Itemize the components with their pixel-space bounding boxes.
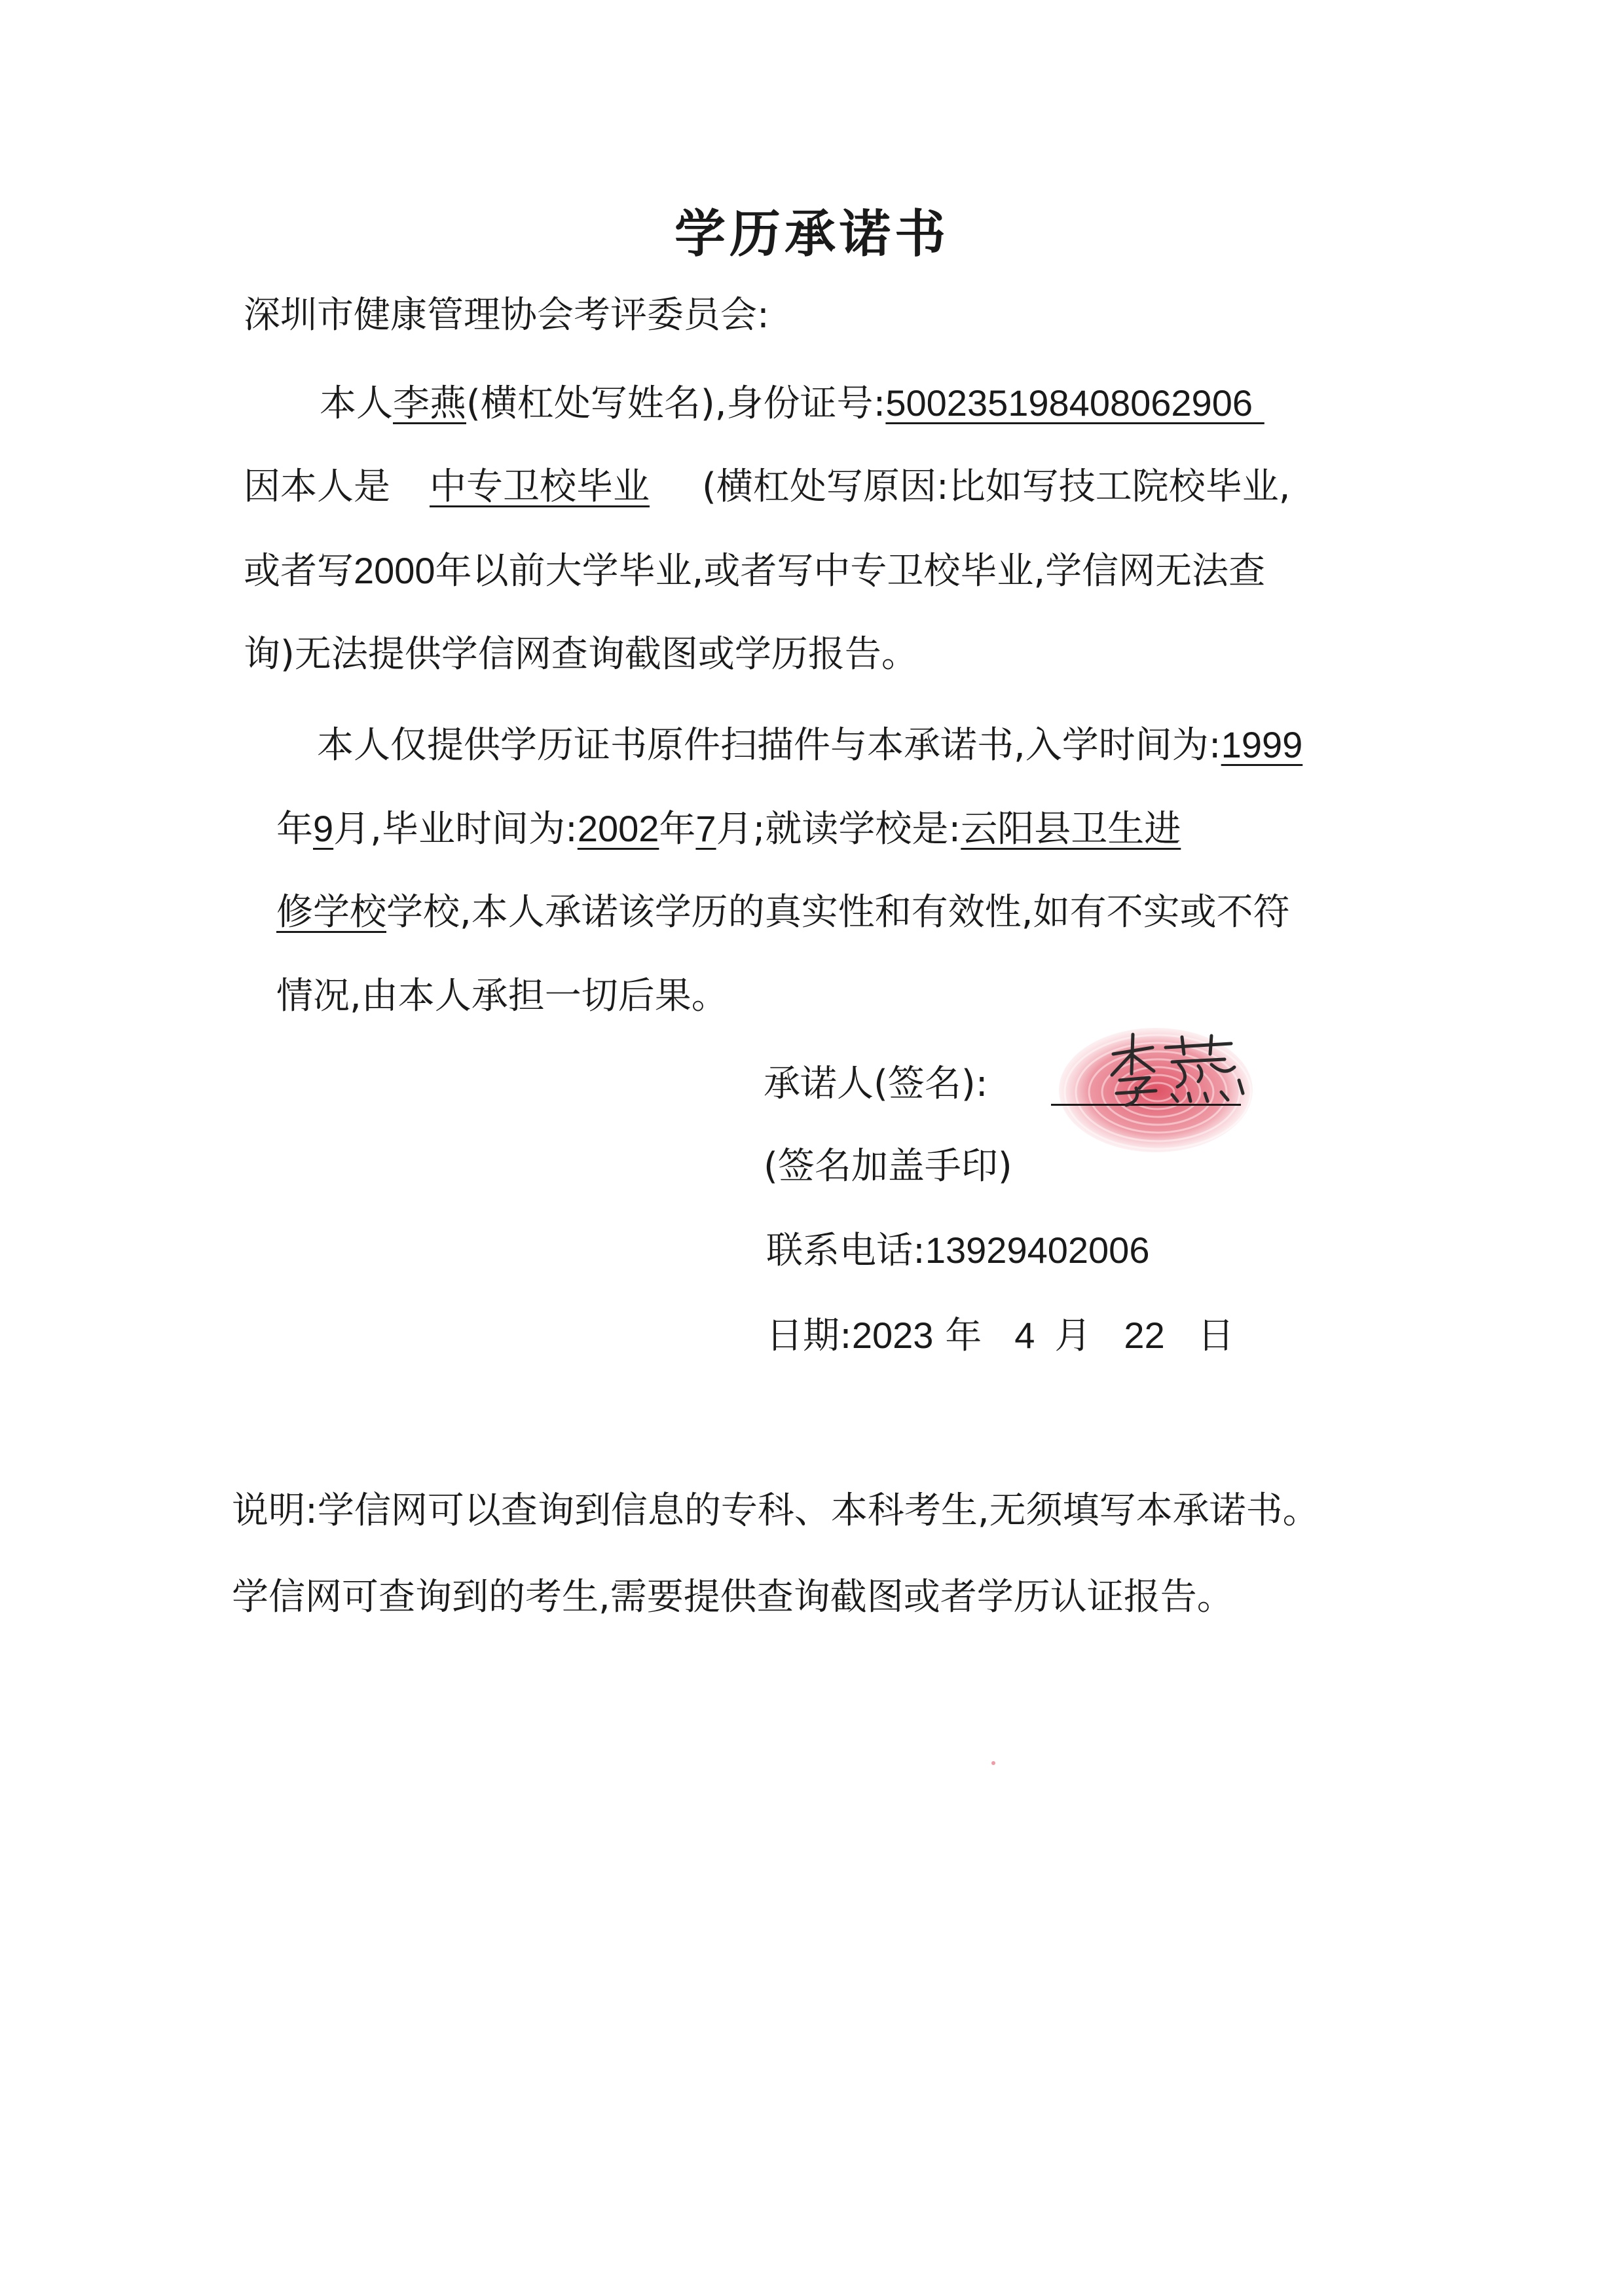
contact-label: 联系电话: [766, 1230, 925, 1272]
date-line: 日期:2023 年 4 月 22 日 [766, 1315, 1234, 1357]
paragraph-1-line [320, 377, 1272, 430]
p1-prefix: 本人 [320, 382, 393, 425]
scan-speck [991, 1761, 995, 1765]
signature-note: (签名加盖手印) [764, 1145, 1012, 1188]
paragraph-3-line-4: 情况,由本人承担一切后果。 [276, 975, 728, 1017]
reason-field: 中专卫校毕业 [430, 465, 650, 508]
p1-name-hint: (横杠处写姓名),身份证号: [466, 382, 886, 425]
grad-year-field: 2002 [577, 808, 659, 849]
paragraph-3-line-2: 年9月,毕业时间为:2002年7月;就读学校是:云阳县卫生进 [276, 808, 1181, 850]
enroll-year-field: 1999 [1221, 724, 1303, 765]
grad-month-field: 7 [695, 808, 716, 849]
date-day: 22 [1124, 1315, 1165, 1356]
name-field: 李燕 [393, 382, 466, 425]
addressee: 深圳市健康管理协会考评委员会: [244, 294, 769, 337]
phone-number: 13929402006 [925, 1230, 1150, 1271]
signature-label: 承诺人(签名): [764, 1063, 988, 1105]
paragraph-2-line-2: 或者写2000年以前大学毕业,或者写中专卫校毕业,学信网无法查 [244, 550, 1266, 592]
explanation-line-1: 说明:学信网可以查询到信息的专科、本科考生,无须填写本承诺书。 [232, 1489, 1320, 1532]
date-month: 4 [1014, 1315, 1035, 1356]
date-year: 2023 [851, 1315, 934, 1356]
p2-reason-hint: (横杠处写原因:比如写技工院校毕业, [702, 465, 1291, 508]
contact-line [766, 1224, 1149, 1277]
id-number-field: 500235198408062906 [885, 382, 1253, 424]
p2-prefix: 因本人是 [244, 465, 390, 508]
handwritten-signature [1100, 1028, 1251, 1113]
paragraph-3-line-1: 本人仅提供学历证书原件扫描件与本承诺书,入学时间为:1999 [317, 724, 1303, 767]
school-field-part-1: 云阳县卫生进 [961, 808, 1181, 850]
paragraph-2-line-3: 询)无法提供学信网查询截图或学历报告。 [244, 633, 918, 676]
school-field-part-2: 修学校 [276, 891, 386, 934]
date-label: 日期: [766, 1315, 852, 1357]
explanation-line-2: 学信网可查询到的考生,需要提供查询截图或者学历认证报告。 [232, 1576, 1234, 1618]
year-2000: 2000 [354, 550, 435, 591]
enroll-month-field: 9 [313, 808, 334, 849]
paragraph-3-line-3: 修学校学校,本人承诺该学历的真实性和有效性,如有不实或不符 [276, 891, 1290, 934]
paragraph-2-line-1 [244, 461, 1291, 513]
document-title: 学历承诺书 [674, 205, 950, 264]
